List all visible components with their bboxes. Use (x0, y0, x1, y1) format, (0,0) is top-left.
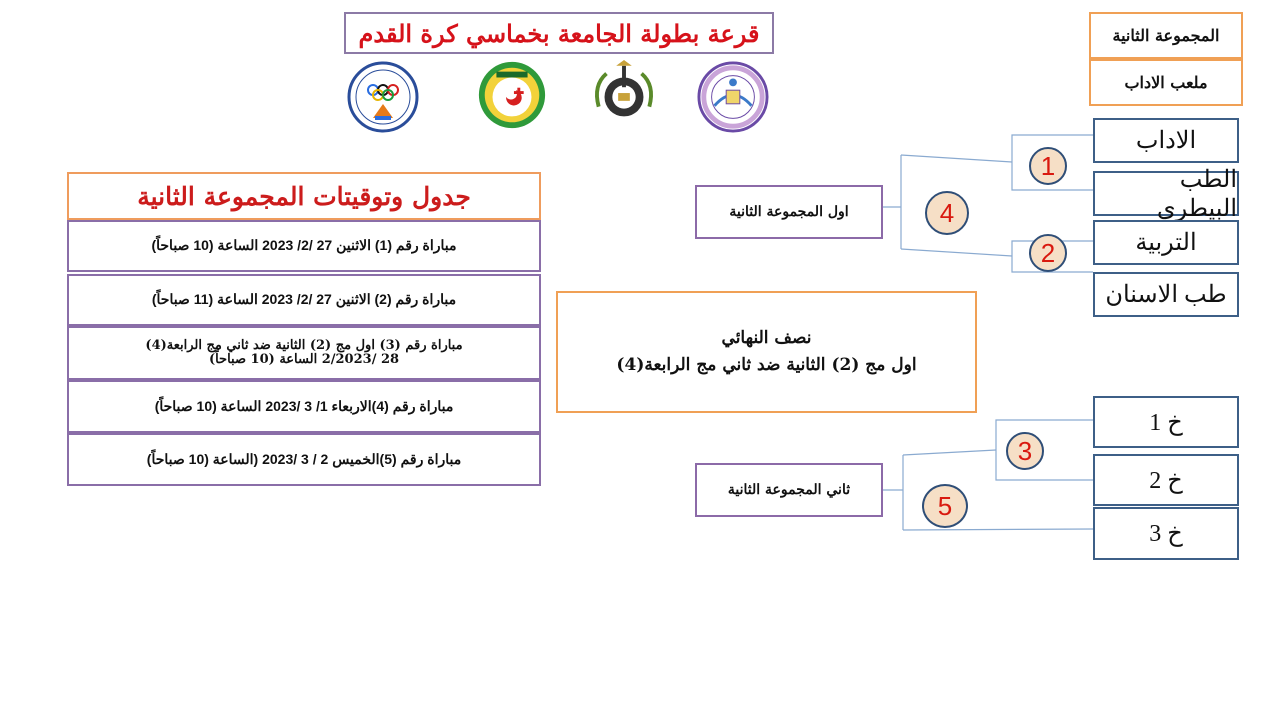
match-number-badge: 1 (1029, 147, 1067, 185)
team-box: طب الاسنان (1093, 272, 1239, 317)
team-box: الاداب (1093, 118, 1239, 163)
match-text: مباراة رقم (4)الاربعاء 1/ 3 /2023 الساعة (10 صباحاً) (154, 397, 454, 414)
venue-label: ملعب الاداب (1089, 59, 1243, 106)
group-label: المجموعة الثانية (1089, 12, 1243, 59)
match-text: مباراة رقم (3) اول مج (2) الثانية ضد ثاني مج الرابعة(4) (145, 337, 463, 353)
team-box: خ 3 (1093, 507, 1239, 560)
match-text: مباراة رقم (5)الخميس 2 / 3 /2023 (الساعة (10 صباحاً) (146, 450, 462, 467)
match-number-badge: 5 (922, 484, 968, 528)
team-box: التربية (1093, 220, 1239, 265)
match-number-badge: 3 (1006, 432, 1044, 470)
match-number-badge: 2 (1029, 234, 1067, 272)
schedule-title: جدول وتوقيتات المجموعة الثانية (67, 172, 541, 220)
team-box: خ 1 (1093, 396, 1239, 448)
match-text: مباراة رقم (1) الاثنين 27 /2/ 2023 الساعة (10 صباحاً) (151, 237, 457, 254)
semi-final-text: اول مج (2) الثانية ضد ثاني مج الرابعة(4) (616, 355, 917, 375)
match-number-badge: 4 (925, 191, 969, 235)
match-text: مباراة رقم (2) الاثنين 27 /2/ 2023 الساعة (11 صباحاً) (151, 291, 457, 308)
semi-final-title: نصف النهائي (721, 327, 812, 348)
team-box: الطب البيطري (1093, 171, 1239, 216)
group-second-box: ثاني المجموعة الثانية (695, 463, 883, 517)
team-box: خ 2 (1093, 454, 1239, 506)
page-title: قرعة بطولة الجامعة بخماسي كرة القدم (344, 12, 774, 54)
group-first-box: اول المجموعة الثانية (695, 185, 883, 239)
match-time: 28 /2/2023 الساعة (10 صباحاً) (208, 352, 400, 367)
